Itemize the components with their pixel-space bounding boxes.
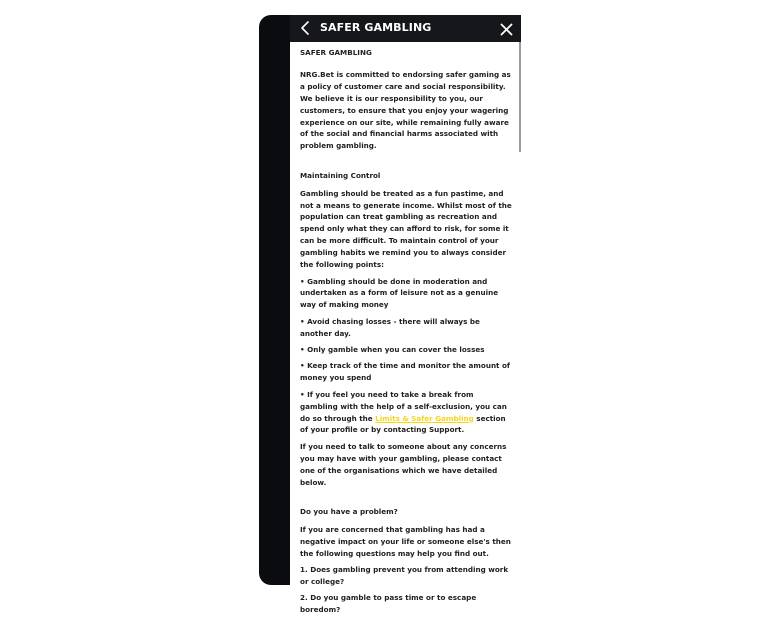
phone-frame — [259, 15, 521, 615]
modal-screen — [290, 15, 521, 615]
bullet-item: • Keep track of the time and monitor the amount of money you spend — [300, 361, 511, 383]
article-heading: SAFER GAMBLING — [300, 48, 372, 57]
back-button[interactable] — [298, 20, 312, 36]
bullet-text: section of your profile or by contacting Support. — [300, 413, 506, 435]
close-icon — [500, 23, 513, 36]
question-item: 1. Does gambling prevent you from attending work or college? — [300, 565, 509, 587]
section-title-maintaining-control: Maintaining Control — [300, 170, 381, 180]
article-body — [300, 47, 512, 621]
section-title-problem: Do you have a problem? — [300, 507, 398, 516]
chevron-left-icon — [298, 20, 312, 36]
question-item: 2. Do you gamble to pass time or to escape boredom? — [300, 593, 477, 615]
limits-safer-gambling-link[interactable]: Limits & Safer Gambling — [375, 413, 474, 423]
problem-paragraph: If you are concerned that gambling has had a negative impact on your life or someone else's then the following questions may help you find out. — [300, 524, 511, 558]
page-title: SAFER GAMBLING — [320, 21, 432, 34]
intro-paragraph: NRG.Bet is committed to endorsing safer gaming as a policy of customer care and social responsibility. We believe it is our responsibility to you, our customers, to ensure that you enjoy your wagering experience on our site, while remaining fully aware of the social and financial harms associated with problem gambling. — [300, 69, 511, 151]
support-paragraph: If you need to talk to someone about any concerns you may have with your gambling, please contact one of the organisations which we have detailed below. — [300, 441, 507, 487]
bullet-item-self-exclusion — [300, 389, 512, 437]
close-button[interactable] — [500, 21, 513, 34]
modal-header — [290, 15, 521, 42]
bullet-text: • If you feel you need to take a break from gambling with the help of a self-exclusion, you can do so through the — [300, 389, 507, 423]
maintaining-control-paragraph: Gambling should be treated as a fun pastime, and not a means to generate income. Whilst most of the population can treat gambling as recreation and spend only what they can afford to risk, for some it can be more difficult. To maintain control of your gambling habits we remind you to always consider the following points: — [300, 188, 512, 270]
bullet-item: • Avoid chasing losses - there will always be another day. — [300, 316, 480, 338]
scrollbar[interactable] — [519, 42, 521, 152]
bullet-item: • Only gamble when you can cover the losses — [300, 345, 485, 355]
bullet-item: • Gambling should be done in moderation and undertaken as a form of leisure not as a genuine way of making money — [300, 276, 499, 310]
